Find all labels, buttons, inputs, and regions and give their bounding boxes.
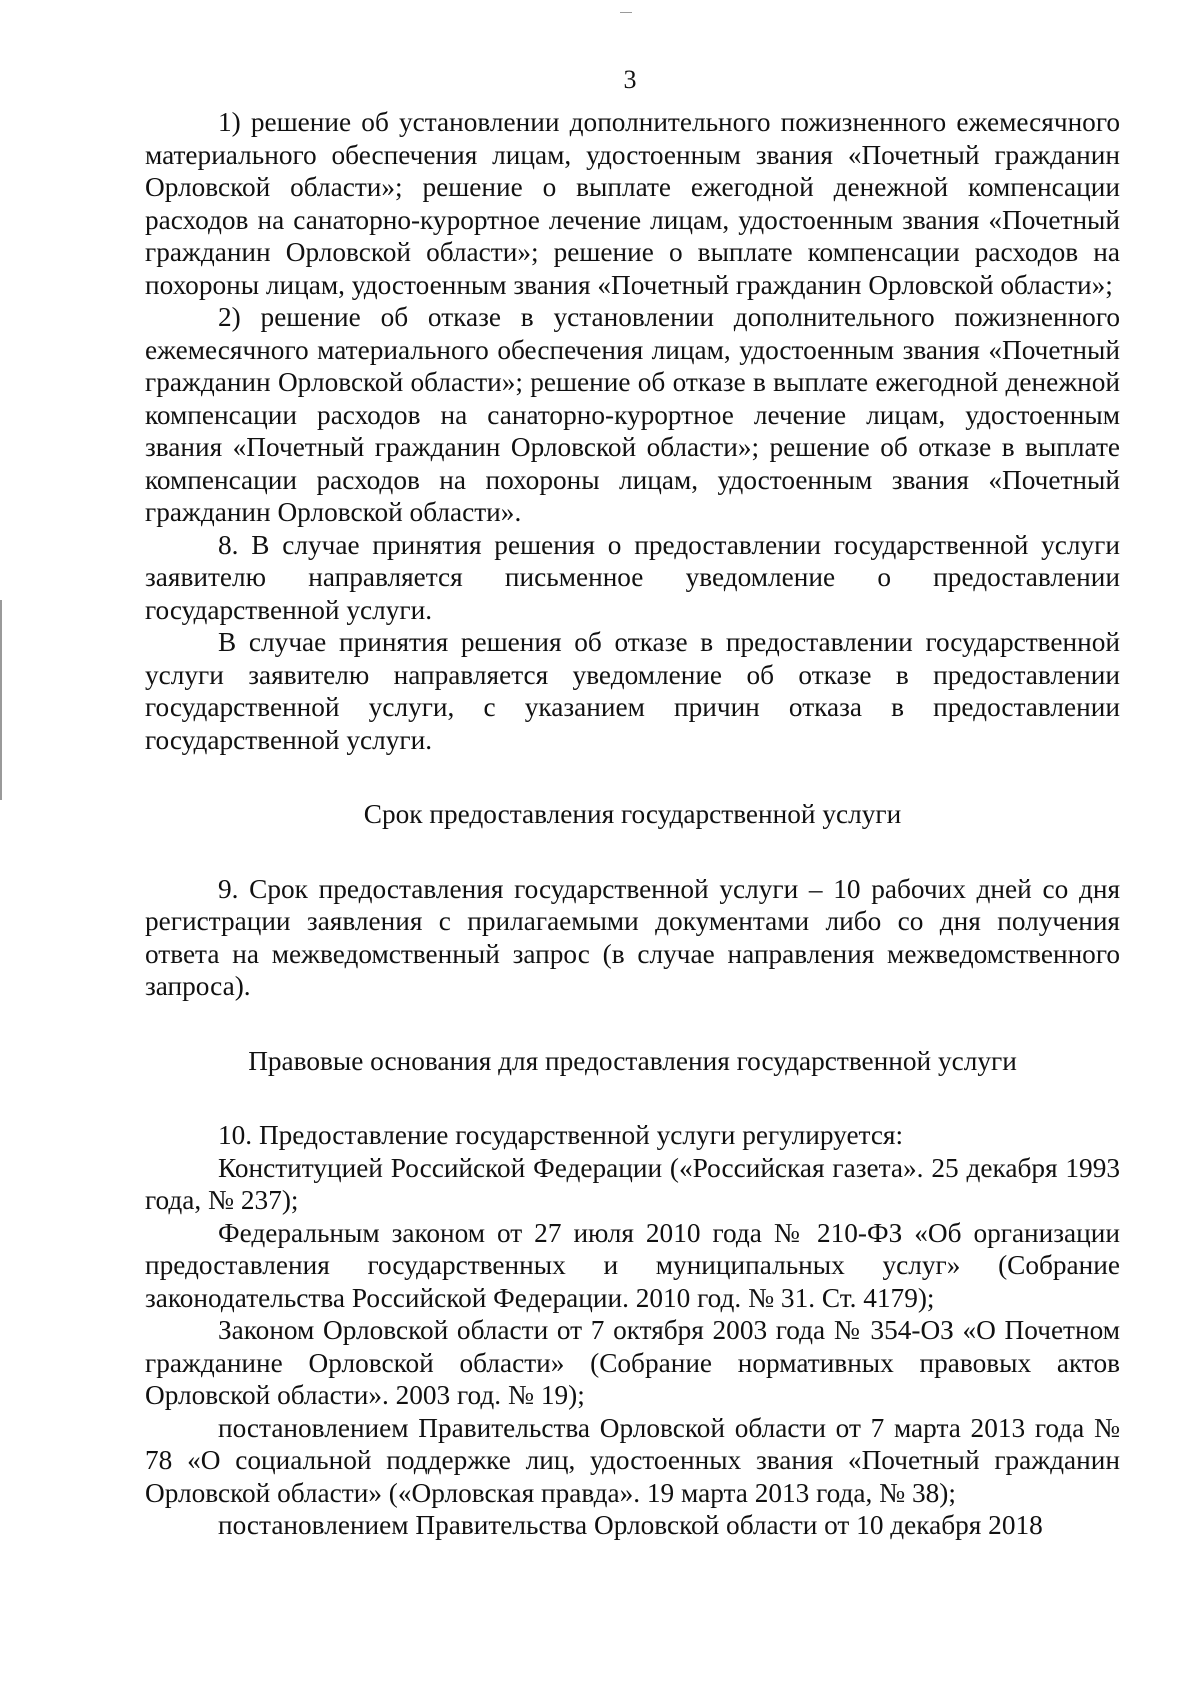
legal-source-regional-law: Законом Орловской области от 7 октября 2003 года № 354-ОЗ «О Почетном гражданине Орловской области» (Собрание нормативных правовых актов Орловской области». 2003 год. № 19); <box>145 1315 1120 1410</box>
scan-top-mark <box>620 12 632 13</box>
paragraph-refusal-notice: В случае принятия решения об отказе в предоставлении государственной услуги заявителю направляется уведомление об отказе в предоставлении государственной услуги, с указанием причин отказа в предоставлении государственной услуги. <box>145 627 1120 755</box>
legal-source-resolution-2013: постановлением Правительства Орловской области от 7 марта 2013 года № 78 «О социальной поддержке лиц, удостоенных звания «Почетный гражданин Орловской области» («Орловская правда». 19 марта 2013 года, № 38); <box>145 1412 1120 1508</box>
legal-source-resolution-2018: постановлением Правительства Орловской области от 10 декабря 2018 <box>218 1510 1043 1540</box>
section-heading-legal-basis: Правовые основания для предоставления государственной услуги <box>248 1045 1017 1076</box>
scan-edge-mark <box>0 600 2 800</box>
paragraph-item-8: 8. В случае принятия решения о предоставлении государственной услуги заявителю направляется письменное уведомление о предоставлении государственной услуги. <box>145 529 1120 625</box>
page-number: 3 <box>623 65 637 94</box>
document-body <box>145 106 1120 1542</box>
section-heading-term: Срок предоставления государственной услуги <box>363 799 902 829</box>
legal-source-federal-law: Федеральным законом от 27 июля 2010 года № 210-ФЗ «Об организации предоставления государственных и муниципальных услуг» (Собрание законодательства Российской Федерации. 2010 год. № 31. Ст. 4179); <box>145 1217 1120 1313</box>
paragraph-item-2: 2) решение об отказе в установлении дополнительного пожизненного ежемесячного материального обеспечения лицам, удостоенным звания «Почетный гражданин Орловской области»; решение об отказе в выплате ежегодной денежной компенсации расходов на санаторно-курортное лечение лицам, удостоенным звания «Почетный гражданин Орловской области»; решение об отказе в выплате компенсации расходов на похороны лицам, удостоенным звания «Почетный гражданин Орловской области». <box>145 302 1120 527</box>
paragraph-item-10: 10. Предоставление государственной услуги регулируется: <box>218 1120 904 1150</box>
legal-source-constitution: Конституцией Российской Федерации («Российская газета». 25 декабря 1993 года, № 237); <box>145 1152 1120 1215</box>
paragraph-item-1: 1) решение об установлении дополнительного пожизненного ежемесячного материального обеспечения лицам, удостоенным звания «Почетный гражданин Орловской области»; решение о выплате ежегодной денежной компенсации расходов на санаторно-курортное лечение лицам, удостоенным звания «Почетный гражданин Орловской области»; решение о выплате компенсации расходов на похороны лицам, удостоенным звания «Почетный гражданин Орловской области»; <box>145 107 1120 300</box>
paragraph-item-9: 9. Срок предоставления государственной услуги – 10 рабочих дней со дня регистрации заявления с прилагаемыми документами либо со дня получения ответа на межведомственный запрос (в случае направления межведомственного запроса). <box>145 873 1120 1001</box>
